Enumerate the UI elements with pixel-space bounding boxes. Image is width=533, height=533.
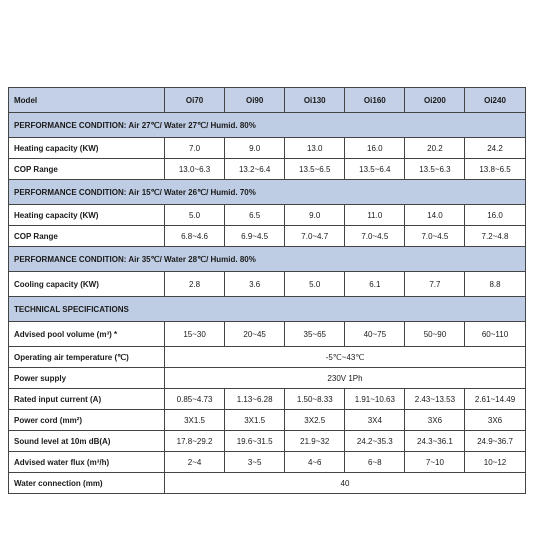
spec-table — [8, 87, 526, 494]
row-value: 0.85~4.73 — [165, 389, 225, 409]
row-value: 24.2 — [465, 138, 525, 158]
row-label: Heating capacity (KW) — [9, 138, 165, 158]
row-value: 21.9~32 — [285, 431, 345, 451]
table-row — [9, 368, 526, 389]
row-value: 6.1 — [345, 272, 405, 296]
row-value: 3X6 — [405, 410, 465, 430]
table-row — [9, 431, 526, 452]
row-value: 60~110 — [465, 322, 525, 346]
row-label: Advised water flux (m³/h) — [9, 452, 165, 472]
table-row — [9, 322, 526, 347]
row-value: 16.0 — [465, 205, 525, 225]
row-value: 7.7 — [405, 272, 465, 296]
model-oi130: Oi130 — [285, 88, 345, 112]
row-value: 50~90 — [405, 322, 465, 346]
row-value: 5.0 — [285, 272, 345, 296]
row-value: 3X1.5 — [225, 410, 285, 430]
row-value: 13.5~6.3 — [405, 159, 465, 179]
row-label: Water connection (mm) — [9, 473, 165, 493]
row-value: 5.0 — [165, 205, 225, 225]
row-label: Operating air temperature (℃) — [9, 347, 165, 367]
row-value: 17.8~29.2 — [165, 431, 225, 451]
table-row — [9, 138, 526, 159]
row-value: 1.91~10.63 — [345, 389, 405, 409]
row-value: 8.8 — [465, 272, 525, 296]
row-label: Rated input current (A) — [9, 389, 165, 409]
row-value: 6.8~4.6 — [165, 226, 225, 246]
row-value: 3X2.5 — [285, 410, 345, 430]
row-value: 13.0 — [285, 138, 345, 158]
row-value: 13.5~6.5 — [285, 159, 345, 179]
row-value: 7.0~4.5 — [345, 226, 405, 246]
row-value: 7.0 — [165, 138, 225, 158]
row-value: 20~45 — [225, 322, 285, 346]
model-oi70: Oi70 — [165, 88, 225, 112]
row-value: 3X6 — [465, 410, 525, 430]
row-value: 35~65 — [285, 322, 345, 346]
row-value: 16.0 — [345, 138, 405, 158]
section-title-row — [9, 297, 526, 322]
table-row — [9, 452, 526, 473]
row-value: 11.0 — [345, 205, 405, 225]
row-value: 13.2~6.4 — [225, 159, 285, 179]
table-row — [9, 410, 526, 431]
row-value: 1.50~8.33 — [285, 389, 345, 409]
row-label: Heating capacity (KW) — [9, 205, 165, 225]
row-value: 15~30 — [165, 322, 225, 346]
row-value: 24.2~35.3 — [345, 431, 405, 451]
row-value: 7.2~4.8 — [465, 226, 525, 246]
row-label: COP Range — [9, 159, 165, 179]
row-label: Power supply — [9, 368, 165, 388]
row-value: 2.61~14.49 — [465, 389, 525, 409]
row-value: 13.0~6.3 — [165, 159, 225, 179]
row-value: 4~6 — [285, 452, 345, 472]
row-span-value: -5℃~43℃ — [165, 347, 526, 367]
row-value: 40~75 — [345, 322, 405, 346]
row-label: Cooling capacity (KW) — [9, 272, 165, 296]
table-row — [9, 226, 526, 247]
header-row — [9, 88, 526, 113]
row-value: 3~5 — [225, 452, 285, 472]
row-value: 3X4 — [345, 410, 405, 430]
section-title: PERFORMANCE CONDITION: Air 35℃/ Water 28℃/ Humid. 80% — [9, 247, 526, 271]
row-span-value: 230V 1Ph — [165, 368, 526, 388]
row-value: 7.0~4.7 — [285, 226, 345, 246]
row-value: 24.9~36.7 — [465, 431, 525, 451]
row-value: 2~4 — [165, 452, 225, 472]
row-value: 6.9~4.5 — [225, 226, 285, 246]
row-value: 9.0 — [225, 138, 285, 158]
row-value: 2.8 — [165, 272, 225, 296]
model-oi90: Oi90 — [225, 88, 285, 112]
section-title: PERFORMANCE CONDITION: Air 27℃/ Water 27℃/ Humid. 80% — [9, 113, 526, 137]
model-oi200: Oi200 — [405, 88, 465, 112]
model-header: Model — [9, 88, 165, 112]
row-value: 6~8 — [345, 452, 405, 472]
row-value: 24.3~36.1 — [405, 431, 465, 451]
row-label: COP Range — [9, 226, 165, 246]
row-value: 2.43~13.53 — [405, 389, 465, 409]
row-value: 9.0 — [285, 205, 345, 225]
section-title: TECHNICAL SPECIFICATIONS — [9, 297, 526, 321]
table-row — [9, 389, 526, 410]
row-value: 13.5~6.4 — [345, 159, 405, 179]
table-row — [9, 473, 526, 494]
table-row — [9, 159, 526, 180]
row-value: 13.8~6.5 — [465, 159, 525, 179]
row-value: 14.0 — [405, 205, 465, 225]
row-value: 7.0~4.5 — [405, 226, 465, 246]
row-label: Advised pool volume (m³) * — [9, 322, 165, 346]
table-row — [9, 272, 526, 297]
row-value: 7~10 — [405, 452, 465, 472]
section-title-row — [9, 113, 526, 138]
row-value: 19.6~31.5 — [225, 431, 285, 451]
table-row — [9, 347, 526, 368]
model-oi160: Oi160 — [345, 88, 405, 112]
row-value: 10~12 — [465, 452, 525, 472]
row-value: 1.13~6.28 — [225, 389, 285, 409]
row-span-value: 40 — [165, 473, 526, 493]
row-label: Power cord (mm²) — [9, 410, 165, 430]
section-title: PERFORMANCE CONDITION: Air 15℃/ Water 26℃/ Humid. 70% — [9, 180, 526, 204]
model-oi240: Oi240 — [465, 88, 525, 112]
table-row — [9, 205, 526, 226]
row-label: Sound level at 10m dB(A) — [9, 431, 165, 451]
row-value: 6.5 — [225, 205, 285, 225]
section-title-row — [9, 247, 526, 272]
section-title-row — [9, 180, 526, 205]
row-value: 20.2 — [405, 138, 465, 158]
row-value: 3.6 — [225, 272, 285, 296]
row-value: 3X1.5 — [165, 410, 225, 430]
